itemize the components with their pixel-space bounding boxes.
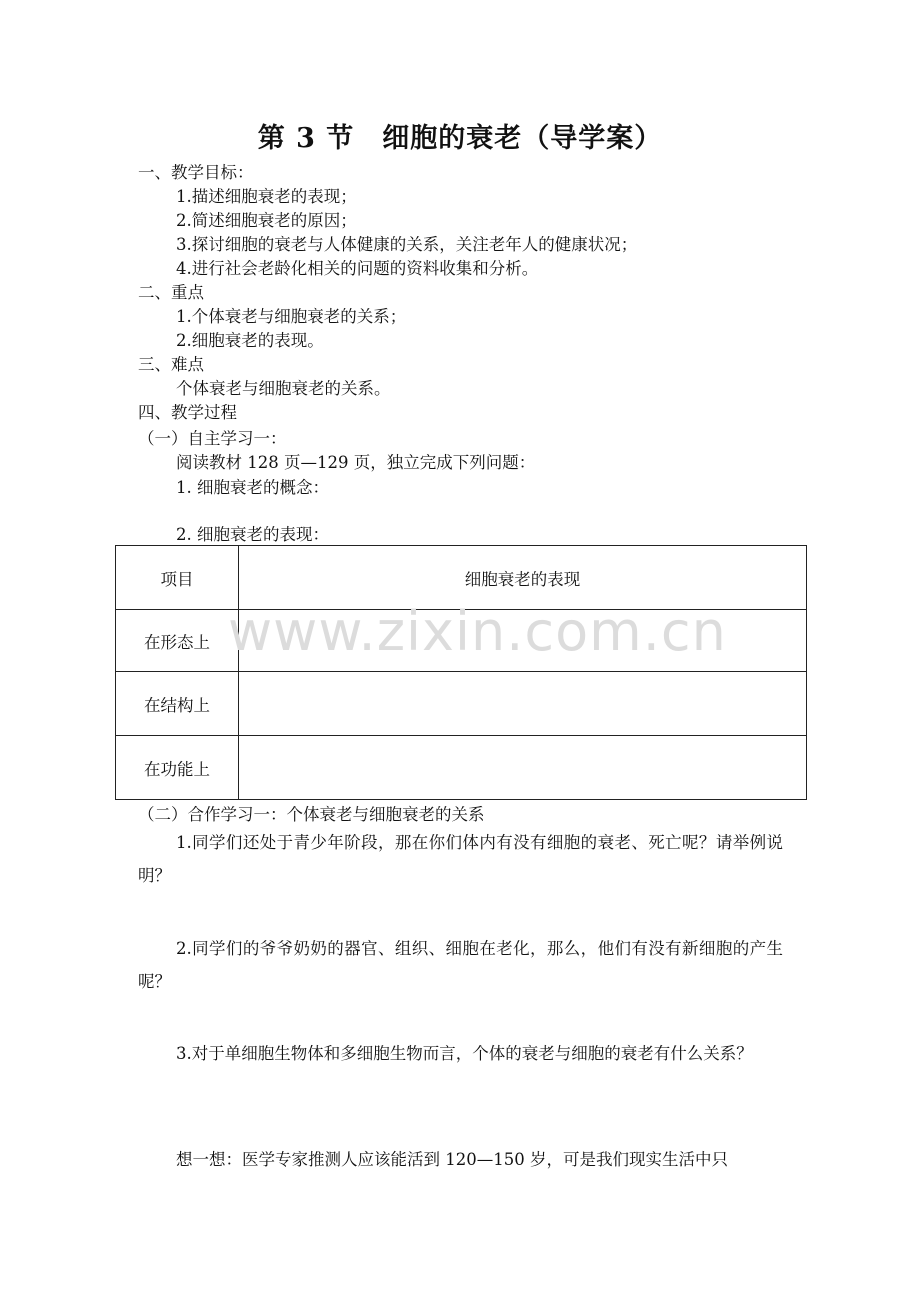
- table-row: [116, 672, 807, 736]
- row-label: 在形态上: [116, 610, 239, 672]
- page-title: 第 3 节 细胞的衰老（导学案）: [257, 123, 663, 154]
- goal-item: 3.探讨细胞的衰老与人体健康的关系，关注老年人的健康状况；: [176, 235, 638, 254]
- row-value: [239, 736, 807, 800]
- key-point: 2.细胞衰老的表现。: [176, 331, 324, 350]
- goal-item: 2.简述细胞衰老的原因；: [176, 211, 357, 230]
- goals-heading: 一、教学目标：: [138, 163, 254, 182]
- manifestation-table: [115, 545, 807, 800]
- difficulty-heading: 三、难点: [138, 355, 204, 374]
- row-label: 在功能上: [116, 736, 239, 800]
- table-header-item: 项目: [116, 546, 239, 610]
- question-concept: 1. 细胞衰老的概念：: [176, 478, 329, 497]
- table-header-row: [116, 546, 807, 610]
- table-row: [116, 610, 807, 672]
- coop-heading: （二）合作学习一：个体衰老与细胞衰老的关系: [138, 805, 485, 824]
- self-study-heading: （一）自主学习一：: [138, 429, 287, 448]
- watermark: www.zixin.com.cn: [228, 600, 727, 663]
- self-study-instruction: 阅读教材 128 页—129 页，独立完成下列问题：: [176, 453, 536, 472]
- key-point: 1.个体衰老与细胞衰老的关系；: [176, 307, 407, 326]
- coop-question-1: 1.同学们还处于青少年阶段，那在你们体内有没有细胞的衰老、死亡呢？请举例说明？: [138, 833, 783, 885]
- row-value: [239, 610, 807, 672]
- process-heading: 四、教学过程: [138, 403, 237, 422]
- think-prompt: 想一想：医学专家推测人应该能活到 120—150 岁，可是我们现实生活中只: [176, 1150, 728, 1169]
- question-manifestation: 2. 细胞衰老的表现：: [176, 525, 329, 544]
- table-row: [116, 736, 807, 800]
- row-label: 在结构上: [116, 672, 239, 736]
- difficulty-text: 个体衰老与细胞衰老的关系。: [176, 379, 391, 398]
- coop-question-2: 2.同学们的爷爷奶奶的器官、组织、细胞在老化，那么，他们有没有新细胞的产生呢？: [138, 939, 783, 991]
- goal-item: 1.描述细胞衰老的表现；: [176, 187, 357, 206]
- table-header-manifestation: 细胞衰老的表现: [239, 546, 807, 610]
- key-heading: 二、重点: [138, 283, 204, 302]
- coop-question-3: 3.对于单细胞生物体和多细胞生物而言，个体的衰老与细胞的衰老有什么关系？: [176, 1044, 753, 1063]
- goal-item: 4.进行社会老龄化相关的问题的资料收集和分析。: [176, 259, 539, 278]
- row-value: [239, 672, 807, 736]
